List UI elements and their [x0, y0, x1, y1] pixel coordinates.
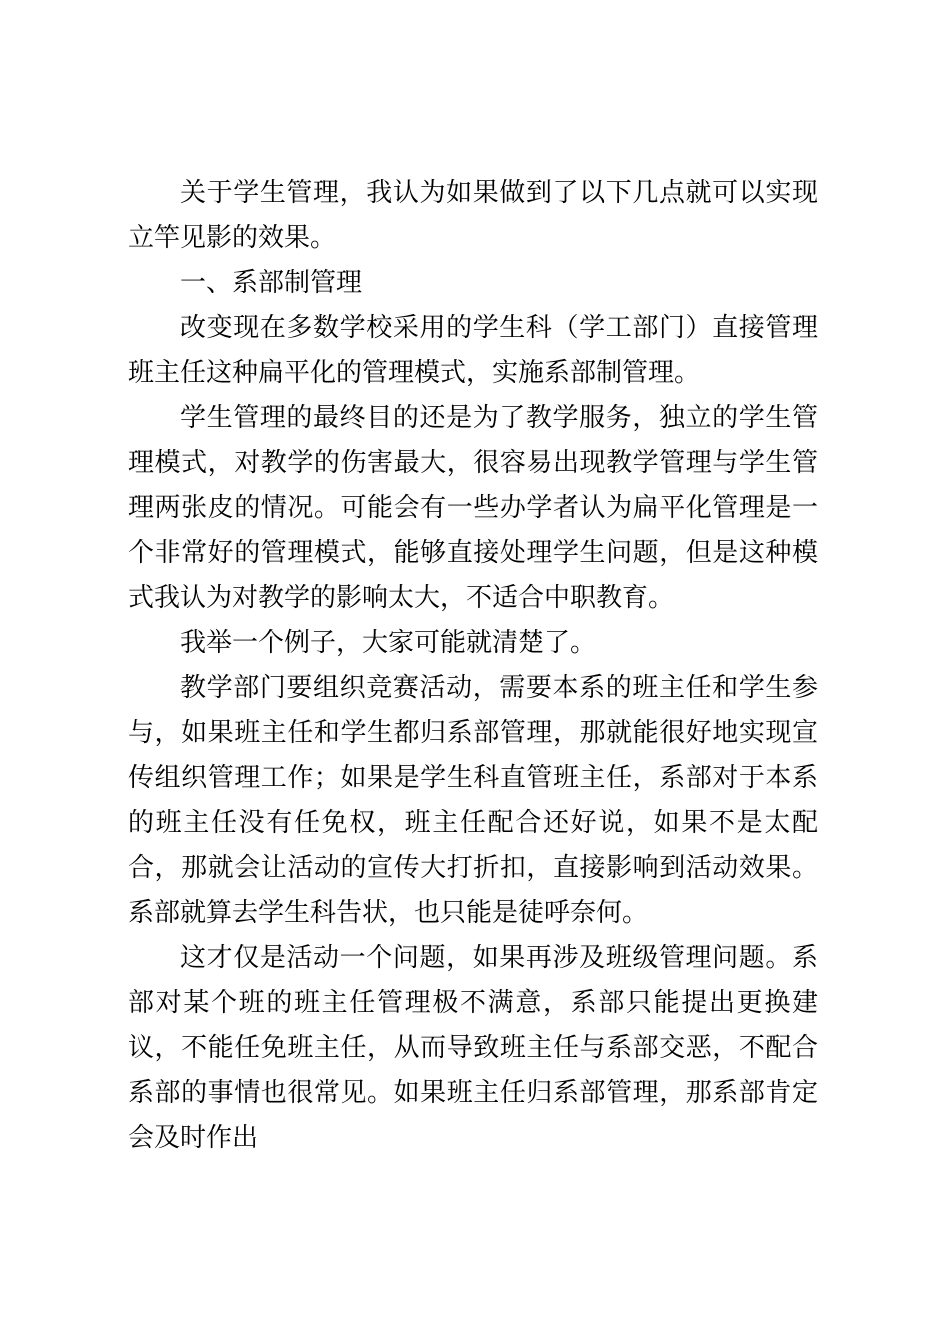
paragraph-intro: 关于学生管理，我认为如果做到了以下几点就可以实现立竿见影的效果。 [128, 178, 818, 253]
document-body [128, 171, 818, 1161]
paragraph: 学生管理的最终目的还是为了教学服务，独立的学生管理模式，对教学的伤害最大，很容易出现教学管理与学生管理两张皮的情况。可能会有一些办学者认为扁平化管理是一个非常好的管理模式，能够直接处理学生问题，但是这种模式我认为对教学的影响太大，不适合中职教育。 [128, 403, 818, 613]
paragraph: 教学部门要组织竞赛活动，需要本系的班主任和学生参与，如果班主任和学生都归系部管理，那就能很好地实现宣传组织管理工作；如果是学生科直管班主任，系部对于本系的班主任没有任免权，班主任配合还好说，如果不是太配合，那就会让活动的宣传大打折扣，直接影响到活动效果。系部就算去学生科告状，也只能是徒呼奈何。 [128, 673, 818, 928]
paragraph: 我举一个例子，大家可能就清楚了。 [180, 628, 597, 658]
section-heading: 一、系部制管理 [180, 268, 363, 298]
paragraph: 改变现在多数学校采用的学生科（学工部门）直接管理班主任这种扁平化的管理模式，实施系部制管理。 [128, 313, 818, 388]
paragraph: 这才仅是活动一个问题，如果再涉及班级管理问题。系部对某个班的班主任管理极不满意，系部只能提出更换建议，不能任免班主任，从而导致班主任与系部交恶，不配合系部的事情也很常见。如果班主任归系部管理，那系部肯定会及时作出 [128, 943, 818, 1153]
